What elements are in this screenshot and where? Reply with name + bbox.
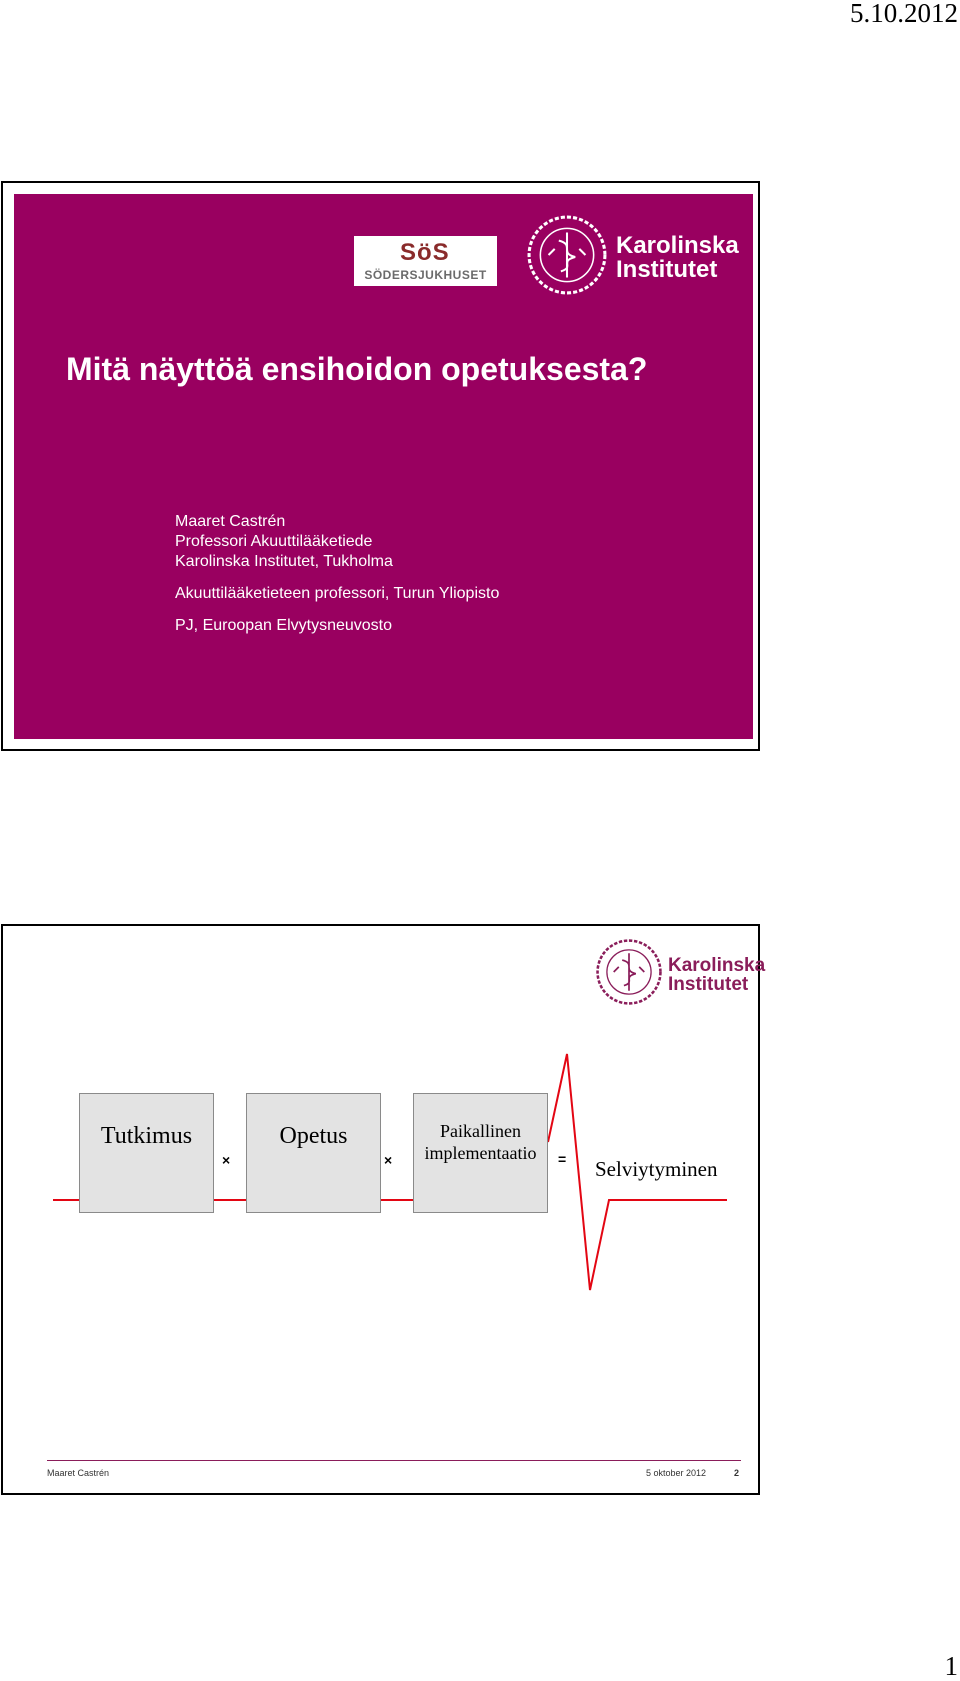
sos-logo-name: SÖDERSJUKHUSET bbox=[364, 268, 487, 282]
local-implementation-line1: Paikallinen bbox=[440, 1121, 521, 1141]
author-professorship: Akuuttilääketieteen professori, Turun Yliopisto bbox=[175, 585, 500, 602]
footer-divider bbox=[47, 1460, 741, 1461]
sos-logo-mark: SöS bbox=[400, 239, 450, 266]
author-name: Maaret Castrén bbox=[175, 513, 286, 530]
author-affiliation: Karolinska Institutet, Tukholma bbox=[175, 553, 393, 570]
karolinska-wordmark-line2: Institutet bbox=[616, 256, 718, 283]
author-chair: PJ, Euroopan Elvytysneuvosto bbox=[175, 617, 393, 634]
equals-operator: = bbox=[558, 1151, 567, 1167]
multiply-operator: × bbox=[222, 1152, 231, 1168]
title-slide-background bbox=[14, 194, 753, 739]
karolinska-seal-icon bbox=[526, 214, 608, 296]
research-label: Tutkimus bbox=[100, 1123, 193, 1149]
slide-title: Mitä näyttöä ensihoidon opetuksesta? bbox=[66, 351, 648, 387]
local-implementation-line2: implementaatio bbox=[424, 1143, 537, 1163]
footer-author: Maaret Castrén bbox=[47, 1468, 110, 1478]
karolinska-wordmark-line2: Institutet bbox=[668, 974, 749, 995]
survival-result: Selviytyminen bbox=[595, 1157, 718, 1181]
footer-date: 5 oktober 2012 bbox=[646, 1468, 707, 1478]
multiply-operator: × bbox=[384, 1152, 393, 1168]
slide-1 bbox=[1, 181, 760, 751]
teaching-box bbox=[246, 1093, 381, 1213]
local-implementation-label bbox=[414, 1120, 547, 1164]
local-implementation-box bbox=[413, 1093, 548, 1213]
author-info bbox=[175, 512, 499, 636]
author-title: Professori Akuuttilääketiede bbox=[175, 533, 373, 550]
teaching-label: Opetus bbox=[279, 1123, 348, 1149]
research-box bbox=[79, 1093, 214, 1213]
slide-2 bbox=[1, 924, 766, 1495]
karolinska-wordmark-line1: Karolinska bbox=[668, 955, 766, 976]
karolinska-wordmark bbox=[616, 234, 739, 282]
karolinska-wordmark-line1: Karolinska bbox=[616, 232, 739, 259]
page-number: 1 bbox=[944, 1651, 958, 1681]
sodersjukhuset-logo bbox=[354, 236, 497, 286]
footer-page-number: 2 bbox=[734, 1468, 740, 1478]
page-date: 5.10.2012 bbox=[850, 0, 958, 28]
